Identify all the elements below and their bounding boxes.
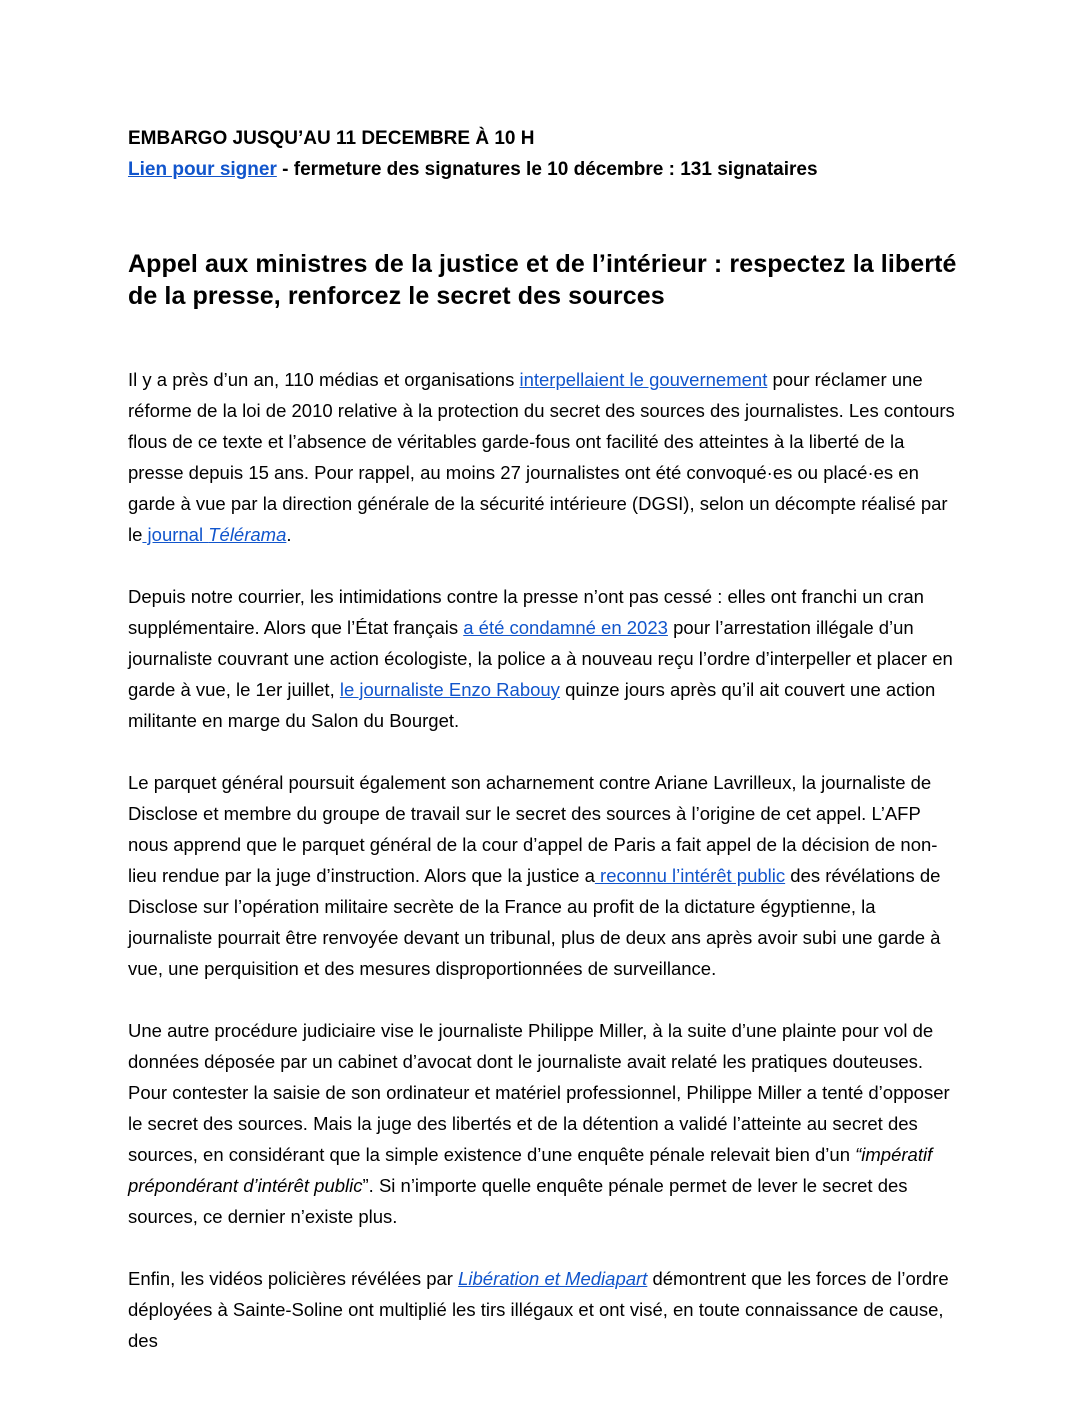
text-run: . [286,524,292,545]
signature-line [128,154,964,185]
journal-telerama-link[interactable]: journal [142,524,209,545]
text-run: pour réclamer une réforme de la loi de 2010 relative à la protection du secret des sources des journalistes. Les contours flous de ce texte et l’absence de véritables garde-fous ont facilité des atteintes à la liberté de la presse depuis 15 ans. Pour rappel, au moins 27 journalistes ont été convoqué·es ou placé·es en garde à vue par la direction générale de la sécurité intérieure (DGSI), selon un décompte réalisé par le [128,369,960,545]
text-run: Le parquet général poursuit également son acharnement contre Ariane Lavrilleux, la journaliste de Disclose et membre du groupe de travail sur le secret des sources à l’origine de cet appel. L’AFP nous apprend que le parquet général de la cour d’appel de Paris a fait appel de la décision de non-lieu rendue par la juge d’instruction. Alors que la justice a [128,772,938,886]
a-ete-condamne-en-2023-link[interactable]: a été condamné en 2023 [463,617,668,638]
document-header [128,123,964,185]
document-body [128,364,964,1356]
text-run: Enfin, les vidéos policières révélées par [128,1268,459,1289]
journaliste-enzo-rabouy-link[interactable]: le journaliste Enzo Rabouy [339,679,560,700]
embargo-line: EMBARGO JUSQU’AU 11 DECEMBRE À 10 H [128,128,535,149]
interpellaient-le-gouvernement-link[interactable]: interpellaient le gouvernement [519,369,768,390]
paragraph [128,581,964,736]
text-run: Depuis notre courrier, les intimidations contre la presse n’ont pas cessé : elles ont franchi un cran supplémentaire. Alors que l’État français [128,586,930,638]
lien-pour-signer-link[interactable]: Lien pour signer [128,159,277,180]
imperatif-preponderant-quote: “impératif prépondérant d’intérêt public [128,1144,938,1196]
text-run: ”. Si n’importe quelle enquête pénale permet de lever le secret des sources, ce dernier n’existe plus. [128,1175,913,1227]
liberation-et-mediapart-link[interactable]: Libération et Mediapart [458,1268,648,1289]
paragraph [128,1263,964,1356]
paragraph [128,1015,964,1232]
text-run: Il y a près d’un an, 110 médias et organisations [128,369,520,390]
document-title: Appel aux ministres de la justice et de l’intérieur : respectez la liberté de la presse, renforcez le secret des sources [128,250,957,310]
paragraph [128,767,964,984]
text-run: quinze jours après qu’il ait couvert une action militante en marge du Salon du Bourget. [128,679,941,731]
text-run: Une autre procédure judiciaire vise le journaliste Philippe Miller, à la suite d’une plainte pour vol de données déposée par un cabinet d’avocat dont le journaliste avait relaté les pratiques douteuses. Pour contester la saisie de son ordinateur et matériel professionnel, Philippe Miller a tenté d’opposer le secret des sources. Mais la juge des libertés et de la détention a validé l’atteinte au secret des sources, en considérant que la simple existence d’une enquête pénale relevait bien d’un [128,1020,955,1165]
signature-line-rest: - fermeture des signatures le 10 décembre : 131 signataires [276,159,818,180]
text-run: des révélations de Disclose sur l’opération militaire secrète de la France au profit de la dictature égyptienne, la journaliste pourrait être renvoyée devant un tribunal, plus de deux ans après avoir subi une garde à vue, une perquisition et des mesures disproportionnées de surveillance. [128,865,946,979]
reconnu-interet-public-link[interactable]: reconnu l’intérêt public [594,865,786,886]
paragraph [128,364,964,550]
text-run: pour l’arrestation illégale d’un journaliste couvrant une action écologiste, la police a à nouveau reçu l’ordre d’interpeller et placer en garde à vue, le 1er juillet, [128,617,958,700]
text-run: démontrent que les forces de l’ordre déployées à Sainte-Soline ont multiplié les tirs illégaux et ont visé, en toute connaissance de cause, des [128,1268,954,1351]
journal-telerama-link[interactable]: Télérama [208,524,287,545]
